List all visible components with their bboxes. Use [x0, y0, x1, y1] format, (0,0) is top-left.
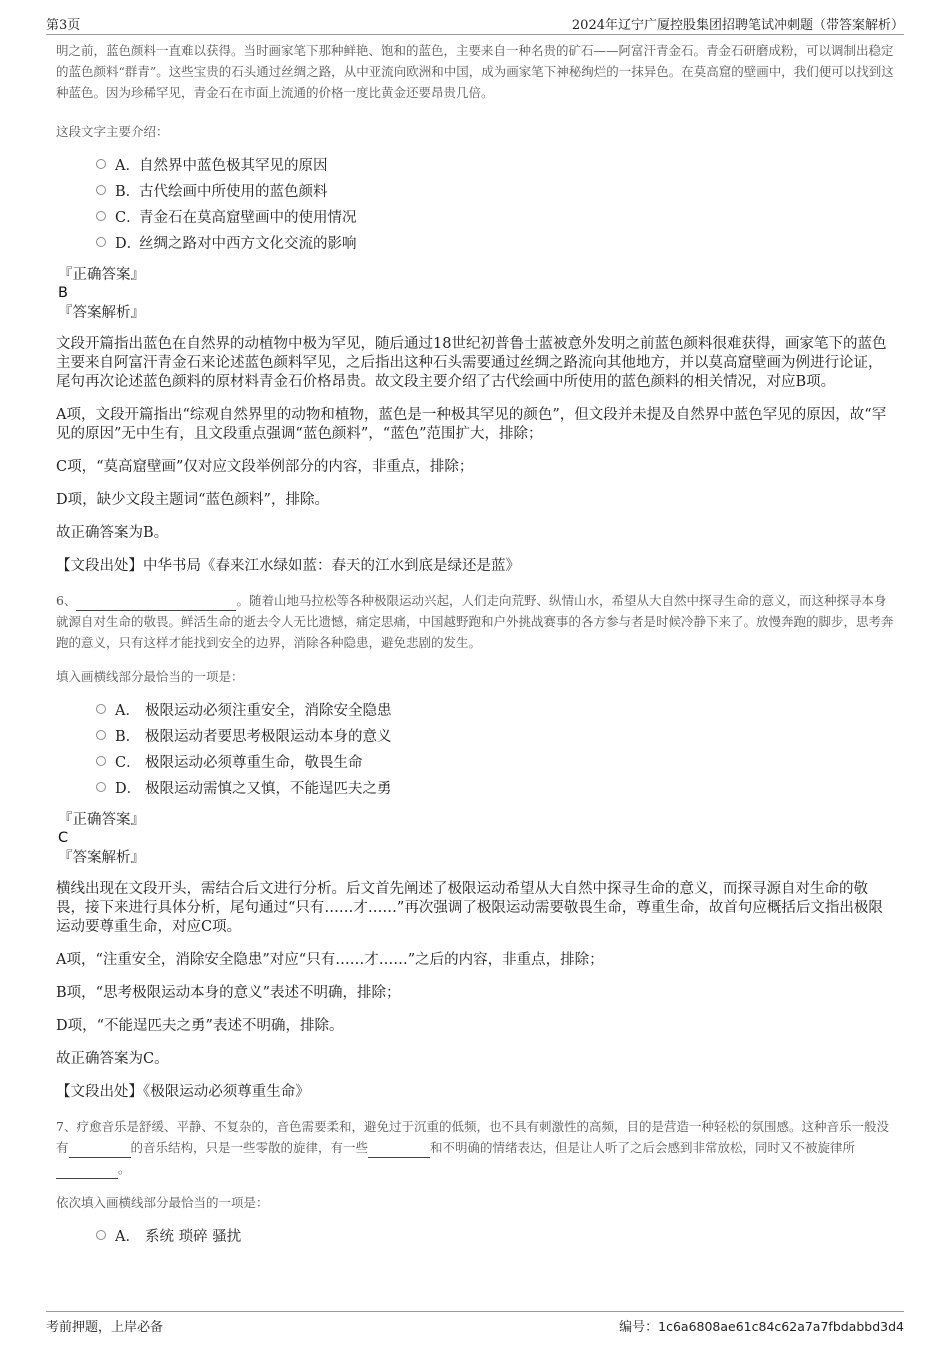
- q5-option-c[interactable]: C．青金石在莫高窟壁画中的使用情况: [56, 206, 894, 232]
- radio-icon[interactable]: [96, 211, 106, 221]
- radio-icon[interactable]: [96, 237, 106, 247]
- q6-analysis-4: D项，“不能逞匹夫之勇”表述不明确，排除。: [56, 1018, 344, 1034]
- radio-icon[interactable]: [96, 704, 106, 714]
- q6-analysis-5: 故正确答案为C。: [56, 1051, 169, 1067]
- q6-analysis-2: A项，“注重安全，消除安全隐患”对应“只有……才……”之后的内容，非重点，排除；: [56, 952, 604, 968]
- q5-analysis-4: D项，缺少文段主题词“蓝色颜料”，排除。: [56, 492, 329, 508]
- q5-option-b[interactable]: B．古代绘画中所使用的蓝色颜料: [56, 180, 894, 206]
- q7-blank-2[interactable]: [368, 1143, 430, 1158]
- radio-icon[interactable]: [96, 159, 106, 169]
- q6-option-b[interactable]: B． 极限运动者要思考极限运动本身的意义: [56, 725, 894, 751]
- q6-analysis-1: 横线出现在文段开头，需结合后文进行分析。后文首先阐述了极限运动希望从大自然中探寻生命的意义，而探寻源自对生命的敬畏，接下来进行具体分析，尾句通过“只有……才……”再次强调了极限运动需要敬畏生命，尊重生命，故首句应概括后文指出极限运动要尊重生命，对应C项。: [56, 881, 883, 935]
- q7-options: [56, 1225, 894, 1251]
- q5-analysis-2: A项，文段开篇指出“综观自然界里的动物和植物，蓝色是一种极其罕见的颜色”，但文段并未提及自然界中蓝色罕见的原因，故“罕见的原因”无中生有，且文段重点强调“蓝色颜料”，“蓝色”范围扩大，排除；: [56, 407, 887, 442]
- q5-answer: B: [58, 285, 68, 301]
- radio-icon[interactable]: [96, 185, 106, 195]
- q6-answer: C: [58, 830, 69, 846]
- q5-option-a[interactable]: A．自然界中蓝色极其罕见的原因: [56, 154, 894, 180]
- page-number: 第3页: [46, 18, 81, 33]
- radio-icon[interactable]: [96, 756, 106, 766]
- document-title: 2024年辽宁广厦控股集团招聘笔试冲刺题（带答案解析）: [571, 18, 904, 33]
- q7-prompt: 依次填入画横线部分最恰当的一项是：: [56, 1195, 269, 1210]
- q6-analysis-label: 『答案解析』: [58, 850, 145, 866]
- radio-icon[interactable]: [96, 730, 106, 740]
- document-code: 编号：1c6a6808ae61c84c62a7a7fbdabbd3d4: [619, 1319, 904, 1335]
- q7-passage: 7、疗愈音乐是舒缓、平静、不复杂的，音色需要柔和，避免过于沉重的低频，也不具有刺激性的高频，目的是营造一种轻松的氛围感。这种音乐一般没有 的音乐结构，只是一些零散的旋律，有一些 和不明确的情绪表达，但是让人听了之后会感到非常放松，同时又不被旋律所。: [56, 1116, 894, 1179]
- q7-blank-3[interactable]: [56, 1164, 118, 1179]
- q7-blank-1[interactable]: [69, 1143, 131, 1158]
- q5-answer-label: 『正确答案』: [58, 267, 145, 283]
- q6-prompt: 填入画横线部分最恰当的一项是：: [56, 669, 244, 684]
- footer-slogan: 考前押题，上岸必备: [46, 1320, 164, 1335]
- q6-option-d[interactable]: D． 极限运动需慎之又慎，不能逞匹夫之勇: [56, 777, 894, 803]
- page-footer: [46, 1311, 904, 1334]
- page-header: [46, 12, 904, 35]
- q5-passage: 明之前，蓝色颜料一直难以获得。当时画家笔下那种鲜艳、饱和的蓝色，主要来自一种名贵的矿石——阿富汗青金石。青金石研磨成粉，可以调制出稳定的蓝色颜料“群青”。这些宝贵的石头通过丝绸之路，从中亚流向欧洲和中国，成为画家笔下神秘绚烂的一抹异色。在莫高窟的壁画中，我们便可以找到这种蓝色。因为珍稀罕见，青金石在市面上流通的价格一度比黄金还要昂贵几倍。: [56, 43, 894, 100]
- q5-analysis-3: C项，“莫高窟壁画”仅对应文段举例部分的内容，非重点，排除；: [56, 459, 474, 475]
- q6-option-c[interactable]: C． 极限运动必须尊重生命，敬畏生命: [56, 751, 894, 777]
- q5-prompt: 这段文字主要介绍：: [56, 124, 169, 139]
- q6-option-a[interactable]: A． 极限运动必须注重安全，消除安全隐患: [56, 699, 894, 725]
- q5-analysis-5: 故正确答案为B。: [56, 525, 169, 541]
- radio-icon[interactable]: [96, 1230, 106, 1240]
- q5-analysis-1: 文段开篇指出蓝色在自然界的动植物中极为罕见，随后通过18世纪初普鲁士蓝被意外发明之前蓝色颜料很难获得，画家笔下的蓝色主要来自阿富汗青金石来论述蓝色颜料罕见，之后指出这种石头需要通过丝绸之路流向其他地方，并以莫高窟壁画为例进行论证，尾句再次论述蓝色颜料的原材料青金石价格昂贵。故文段主要介绍了古代绘画中所使用的蓝色颜料的相关情况，对应B项。: [56, 336, 887, 390]
- radio-icon[interactable]: [96, 782, 106, 792]
- q6-options: [56, 699, 894, 803]
- q5-analysis-label: 『答案解析』: [58, 305, 145, 321]
- q6-source: 【文段出处】《极限运动必须尊重生命》: [56, 1084, 310, 1100]
- q5-source: 【文段出处】中华书局《春来江水绿如蓝：春天的江水到底是绿还是蓝》: [56, 558, 520, 574]
- q6-answer-label: 『正确答案』: [58, 812, 145, 828]
- q6-analysis-3: B项，“思考极限运动本身的意义”表述不明确，排除；: [56, 985, 401, 1001]
- q5-options: [56, 154, 894, 258]
- q6-passage: 6、 。随着山地马拉松等各种极限运动兴起，人们走向荒野、纵情山水，希望从大自然中探寻生命的意义，而这种探寻本身就源自对生命的敬畏。鲜活生命的逝去令人无比遗憾，痛定思痛，中国越野跑和户外挑战赛事的各方参与者是时候冷静下来了。放慢奔跑的脚步，思考奔跑的意义，只有这样才能找到安全的边界，消除各种隐患，避免悲剧的发生。: [56, 593, 894, 650]
- q6-blank[interactable]: [76, 596, 236, 611]
- q7-option-a[interactable]: A． 系统 琐碎 骚扰: [56, 1225, 894, 1251]
- q5-option-d[interactable]: D．丝绸之路对中西方文化交流的影响: [56, 232, 894, 258]
- document-body: [56, 40, 894, 1251]
